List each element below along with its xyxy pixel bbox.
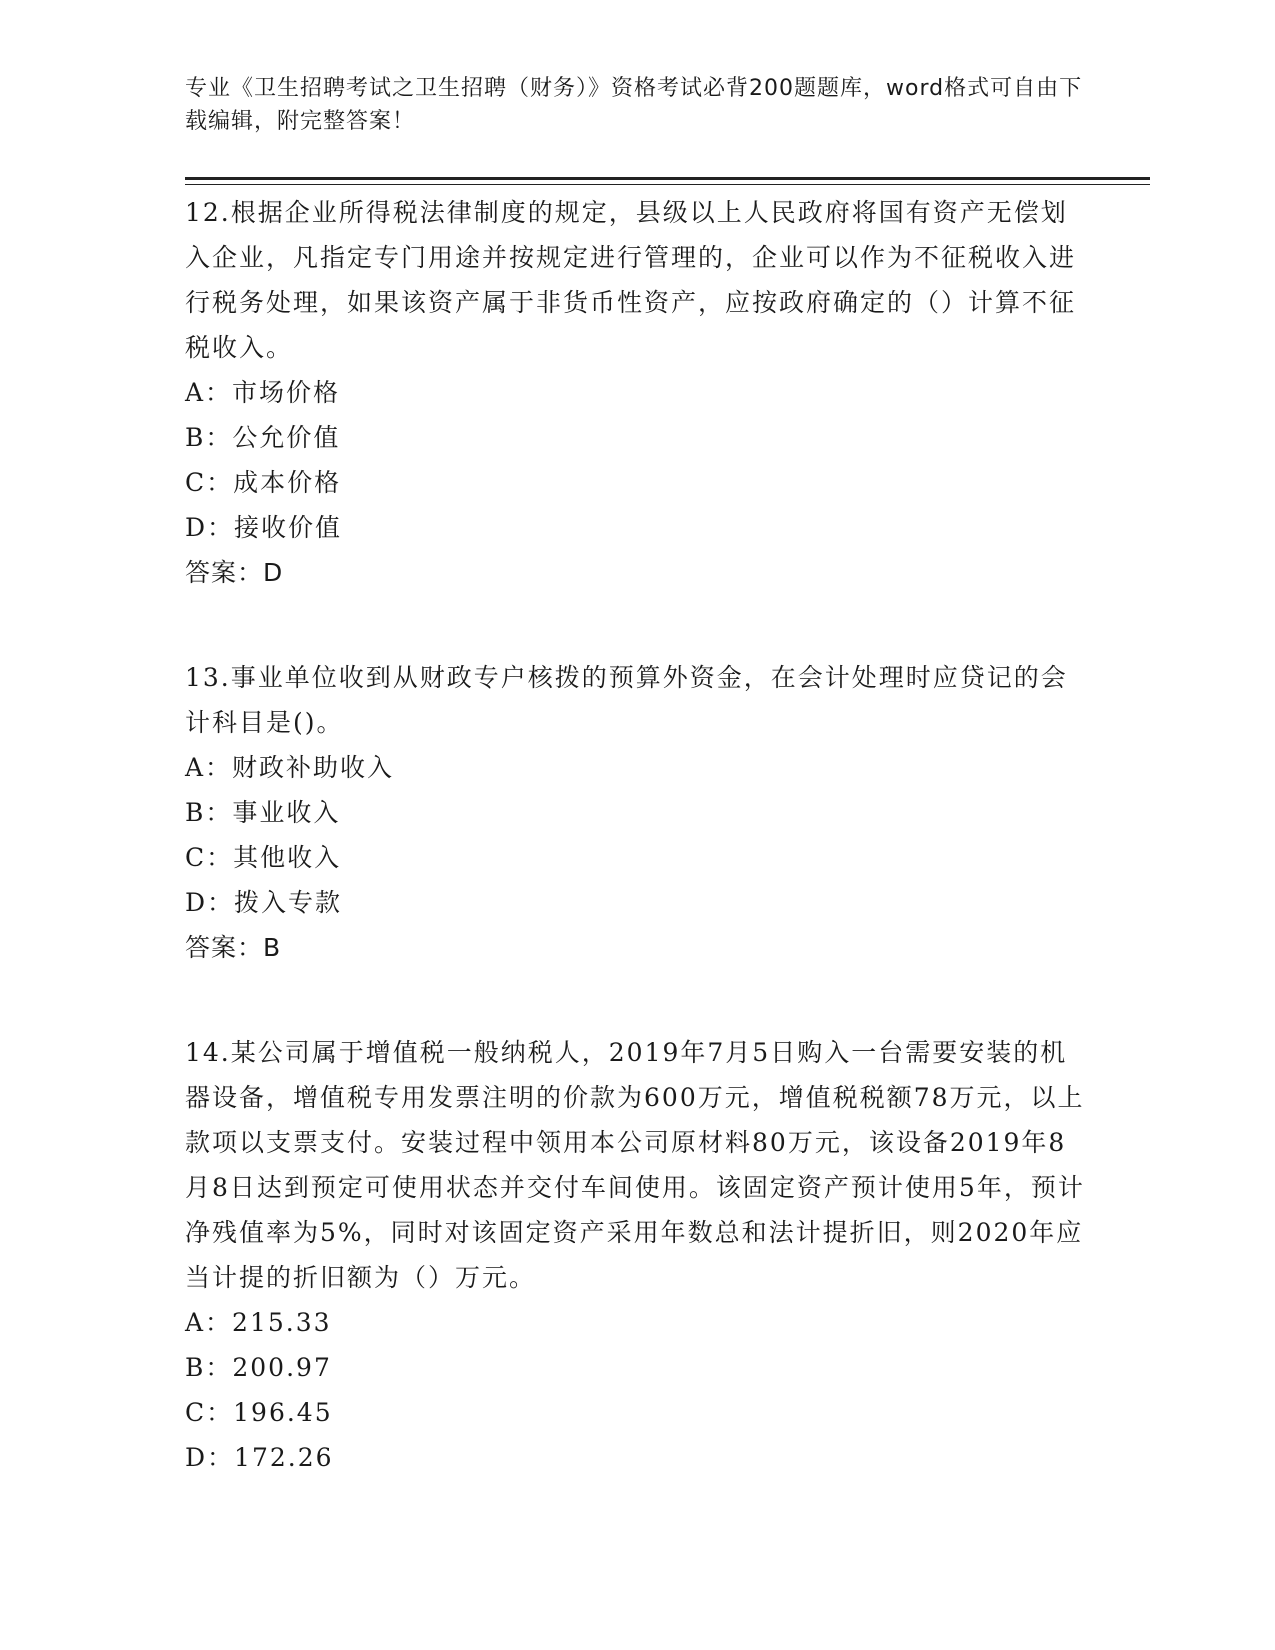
option-b: B：公允价值 xyxy=(185,423,341,452)
document-header: 专业《卫生招聘考试之卫生招聘（财务）》资格考试必背200题题库，word格式可自由下载编辑，附完整答案！ xyxy=(185,76,1083,134)
answer: 答案：D xyxy=(185,558,284,587)
option-c: C：其他收入 xyxy=(185,843,342,872)
option-c: C：成本价格 xyxy=(185,468,342,497)
option-b: B：200.97 xyxy=(185,1353,332,1382)
option-a: A：财政补助收入 xyxy=(185,753,395,782)
option-b: B：事业收入 xyxy=(185,798,341,827)
question-stem: 14.某公司属于增值税一般纳税人，2019年7月5日购入一台需要安装的机器设备，增值税专用发票注明的价款为600万元，增值税税额78万元，以上款项以支票支付。安装过程中领用本公司原材料80万元，该设备2019年8月8日达到预定可使用状态并交付车间使用。该固定资产预计使用5年，预计净残值率为5%，同时对该固定资产采用年数总和法计提折旧，则2020年应当计提的折旧额为（）万元。 xyxy=(185,1038,1085,1292)
answer: 答案：B xyxy=(185,933,282,962)
header-divider-thick xyxy=(185,177,1150,180)
option-a: A：市场价格 xyxy=(185,378,341,407)
option-a: A：215.33 xyxy=(185,1308,332,1337)
option-d: D：拨入专款 xyxy=(185,888,343,917)
option-d: D：接收价值 xyxy=(185,513,343,542)
question-13 xyxy=(185,655,1085,970)
question-list xyxy=(185,190,1085,1540)
option-c: C：196.45 xyxy=(185,1398,333,1427)
header-divider-thin xyxy=(185,184,1150,185)
question-12 xyxy=(185,190,1085,595)
question-14 xyxy=(185,1030,1085,1480)
question-stem: 13.事业单位收到从财政专户核拨的预算外资金，在会计处理时应贷记的会计科目是()。 xyxy=(185,663,1068,737)
question-stem: 12.根据企业所得税法律制度的规定，县级以上人民政府将国有资产无偿划入企业，凡指定专门用途并按规定进行管理的，企业可以作为不征税收入进行税务处理，如果该资产属于非货币性资产，应按政府确定的（）计算不征税收入。 xyxy=(185,198,1077,362)
option-d: D：172.26 xyxy=(185,1443,334,1472)
